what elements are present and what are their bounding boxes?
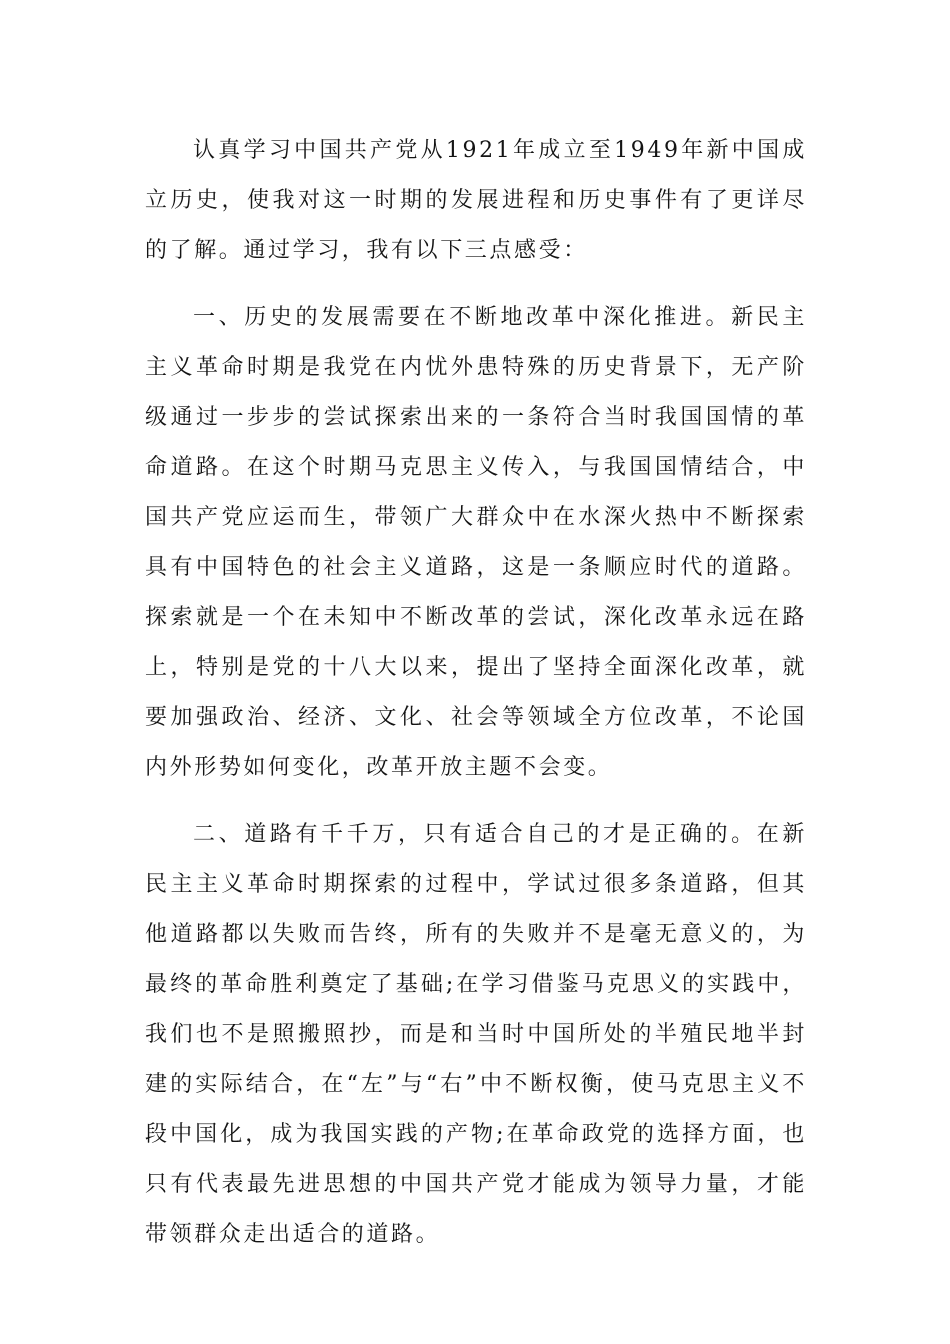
paragraph-point-two: 二、道路有千千万，只有适合自己的才是正确的。在新民主主义革命时期探索的过程中，学试过很多条道路，但其他道路都以失败而告终，所有的失败并不是毫无意义的，为最终的革命胜利奠定了基础;在学习借鉴马克思义的实践中，我们也不是照搬照抄，而是和当时中国所处的半殖民地半封建的实际结合，在“左”与“右”中不断权衡，使马克思主义不段中国化，成为我国实践的产物;在革命政党的选择方面，也只有代表最先进思想的中国共产党才能成为领导力量，才能带领群众走出适合的道路。 (145, 822, 807, 1247)
paragraph-intro: 认真学习中国共产党从1921年成立至1949年新中国成立历史，使我对这一时期的发展进程和历史事件有了更详尽的了解。通过学习，我有以下三点感受： (145, 138, 807, 263)
document-body (145, 126, 807, 1277)
paragraph-point-one: 一、历史的发展需要在不断地改革中深化推进。新民主主义革命时期是我党在内忧外患特殊的历史背景下，无产阶级通过一步步的尝试探索出来的一条符合当时我国国情的革命道路。在这个时期马克思主义传入，与我国国情结合，中国共产党应运而生，带领广大群众中在水深火热中不断探索具有中国特色的社会主义道路，这是一条顺应时代的道路。探索就是一个在未知中不断改革的尝试，深化改革永远在路上，特别是党的十八大以来，提出了坚持全面深化改革，就要加强政治、经济、文化、社会等领域全方位改革，不论国内外形势如何变化，改革开放主题不会变。 (145, 305, 807, 780)
